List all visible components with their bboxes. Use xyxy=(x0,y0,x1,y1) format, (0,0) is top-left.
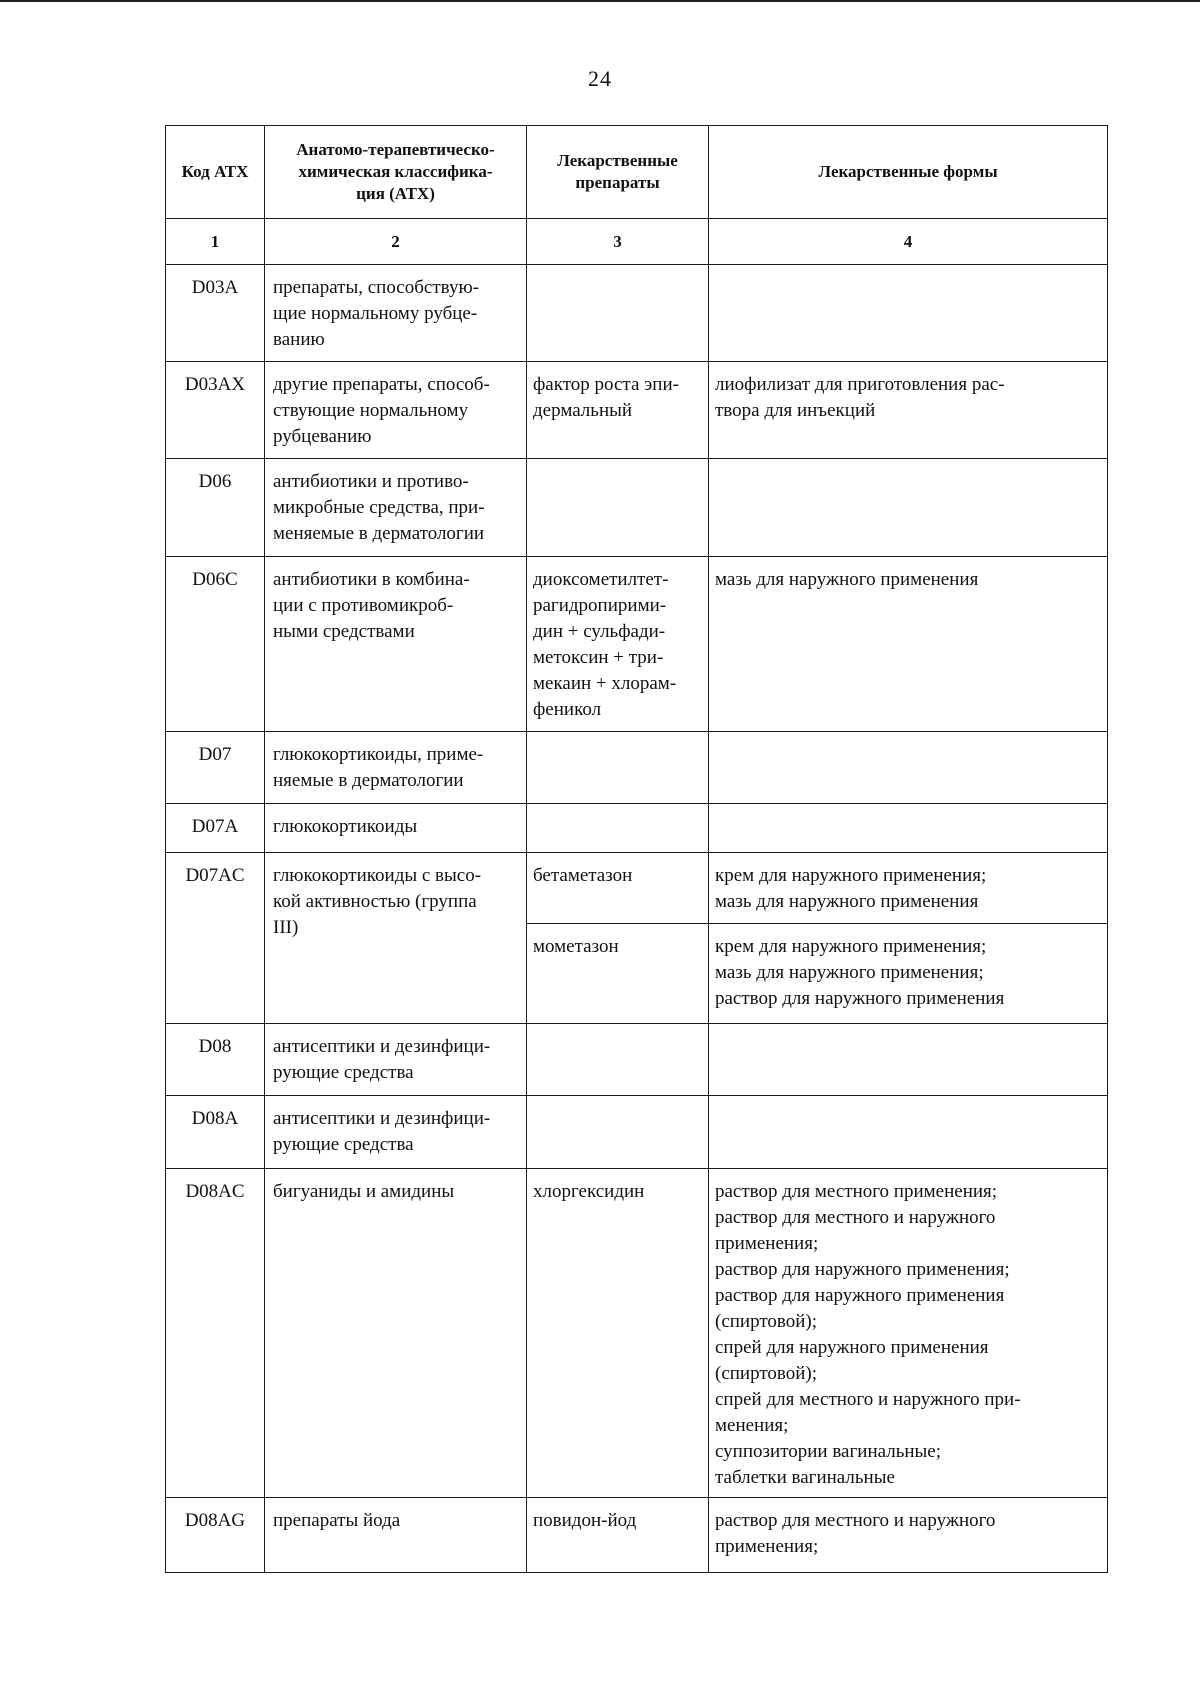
atx-classification: другие препараты, способ- ствующие нормальному рубцеванию xyxy=(265,362,527,459)
atx-code: D08A xyxy=(166,1096,265,1169)
drug-name: бетаметазон xyxy=(527,853,709,924)
dosage-forms xyxy=(709,265,1108,362)
dosage-forms: раствор для местного применения; раствор для местного и наружного применения; раствор для наружного применения; раствор для наружного применения (спиртовой); спрей для наружного применения (спиртовой); спрей для местного и наружного при- менения; суппозитории вагинальные; таблетки вагинальные xyxy=(709,1169,1108,1498)
atx-code: D06C xyxy=(166,557,265,732)
table-row xyxy=(166,1498,1108,1573)
table-row xyxy=(166,804,1108,853)
atx-code: D07AC xyxy=(166,853,265,1024)
drug-name xyxy=(527,1024,709,1096)
atx-code: D08AC xyxy=(166,1169,265,1498)
drug-name: диоксометилтет- рагидропирими- дин + сульфади- метоксин + три- мекаин + хлорам- феникол xyxy=(527,557,709,732)
atx-classification: препараты, способствую- щие нормальному рубце- ванию xyxy=(265,265,527,362)
atx-classification: антибиотики в комбина- ции с противомикроб- ными средствами xyxy=(265,557,527,732)
atx-classification: глюкокортикоиды, приме- няемые в дерматологии xyxy=(265,732,527,804)
atx-table xyxy=(165,125,1108,1573)
dosage-forms: крем для наружного применения; мазь для наружного применения; раствор для наружного применения xyxy=(709,924,1108,1024)
atx-classification: глюкокортикоиды xyxy=(265,804,527,853)
dosage-forms: крем для наружного применения; мазь для наружного применения xyxy=(709,853,1108,924)
column-number: 3 xyxy=(527,219,709,265)
atx-code: D08AG xyxy=(166,1498,265,1573)
dosage-forms: лиофилизат для приготовления рас- твора для инъекций xyxy=(709,362,1108,459)
drug-name xyxy=(527,459,709,557)
header-drugs: Лекарственные препараты xyxy=(527,126,709,219)
atx-code: D08 xyxy=(166,1024,265,1096)
table-row xyxy=(166,557,1108,732)
page-number: 24 xyxy=(588,66,612,91)
table-row xyxy=(166,1096,1108,1169)
header-atx-code: Код АТХ xyxy=(166,126,265,219)
dosage-forms xyxy=(709,1096,1108,1169)
atx-code: D07 xyxy=(166,732,265,804)
dosage-forms xyxy=(709,732,1108,804)
drug-name xyxy=(527,804,709,853)
dosage-forms xyxy=(709,1024,1108,1096)
atx-code: D03AX xyxy=(166,362,265,459)
dosage-forms xyxy=(709,459,1108,557)
drug-name: хлоргексидин xyxy=(527,1169,709,1498)
table-row xyxy=(166,732,1108,804)
atx-code: D03A xyxy=(166,265,265,362)
atx-code: D07A xyxy=(166,804,265,853)
header-dosage-forms: Лекарственные формы xyxy=(709,126,1108,219)
atx-classification: антисептики и дезинфици- рующие средства xyxy=(265,1024,527,1096)
table-row xyxy=(166,459,1108,557)
table-row xyxy=(166,1169,1108,1498)
drug-name xyxy=(527,732,709,804)
page-top-border xyxy=(0,0,1200,2)
table-row xyxy=(166,362,1108,459)
atx-classification: антибиотики и противо- микробные средства, при- меняемые в дерматологии xyxy=(265,459,527,557)
atx-classification: антисептики и дезинфици- рующие средства xyxy=(265,1096,527,1169)
drug-name: мометазон xyxy=(527,924,709,1024)
column-number: 2 xyxy=(265,219,527,265)
drug-name: повидон-йод xyxy=(527,1498,709,1573)
drug-name xyxy=(527,1096,709,1169)
column-number: 1 xyxy=(166,219,265,265)
atx-classification: препараты йода xyxy=(265,1498,527,1573)
atx-classification: глюкокортикоиды с высо- кой активностью (группа III) xyxy=(265,853,527,1024)
table-row xyxy=(166,853,1108,924)
dosage-forms: раствор для местного и наружного применения; xyxy=(709,1498,1108,1573)
table-row xyxy=(166,265,1108,362)
dosage-forms: мазь для наружного применения xyxy=(709,557,1108,732)
atx-code: D06 xyxy=(166,459,265,557)
dosage-forms xyxy=(709,804,1108,853)
drug-name xyxy=(527,265,709,362)
column-number: 4 xyxy=(709,219,1108,265)
header-atx-classification: Анатомо-терапевтическо- химическая классифика- ция (АТХ) xyxy=(265,126,527,219)
table-row xyxy=(166,1024,1108,1096)
drug-name: фактор роста эпи- дермальный xyxy=(527,362,709,459)
atx-classification: бигуаниды и амидины xyxy=(265,1169,527,1498)
